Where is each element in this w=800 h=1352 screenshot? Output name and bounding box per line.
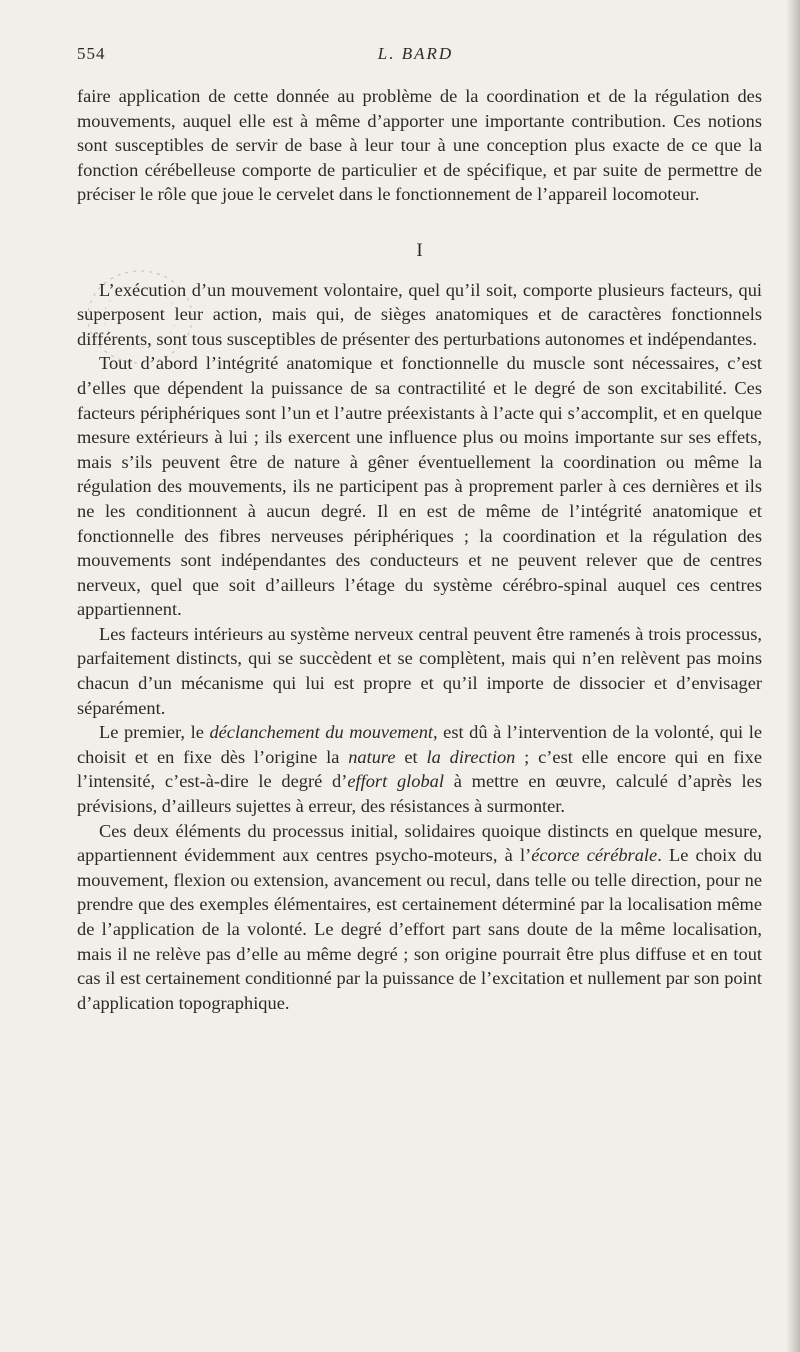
paragraph: L’exécution d’un mouvement volontaire, quel qu’il soit, comporte plusieurs facteurs, qui superposent leur action, mais qui, de sièges anatomiques et de caractères fonctionnels différents, sont tous susceptibles de présenter des perturbations autonomes et indépendantes. xyxy=(77,279,762,349)
paragraph xyxy=(77,720,762,818)
emphasis: nature xyxy=(348,746,396,767)
section-heading: I xyxy=(416,239,423,261)
text-run: , est dû à l’intervention de la volonté, qui le choisit et en fixe dès l’origine la xyxy=(77,722,762,767)
text-run: Ces deux éléments du processus initial, solidaires quoique distincts en quelque mesure, appartiennent évidemment aux centres psycho-moteurs, à l’ xyxy=(77,820,762,866)
paragraph: Les facteurs intérieurs au système nerveux central peuvent être ramenés à trois processus, parfaitement distincts, qui se succèdent et se complètent, mais qui n’en relèvent pas moins chacun d’un mécanisme qui lui est propre et qu’il importe de dissocier et d’envisager séparément. xyxy=(77,623,762,718)
body-text xyxy=(77,84,762,1015)
text-run: à mettre en œuvre, calculé d’après les prévisions, d’ailleurs sujettes à erreur, des résistances à surmonter. xyxy=(77,771,762,817)
paragraph: Tout d’abord l’intégrité anatomique et fonctionnelle du muscle sont nécessaires, c’est d’elles que dépendent la puissance de sa contractilité et le degré de son excitabilité. Ces facteurs périphériques sont l’un et l’autre préexistants à l’acte qui s’accomplit, et en quelque mesure extérieurs à lui ; ils exercent une influence plus ou moins importante sur ses effets, mais s’ils peuvent être de nature à gêner éventuellement la coordination ou même la régulation des mouvements, ils ne participent pas à proprement parler à ces dernières et ils ne les conditionnent à aucun degré. Il en est de même de l’intégrité anatomique et fonctionnelle des fibres nerveuses périphériques ; la coordination et la régulation des mouvements sont indépendantes des conducteurs et ne peuvent relever que de centres nerveux, quel que soit d’ailleurs l’étage du système cérébro-spinal auquel ces centres appartiennent. xyxy=(77,353,762,620)
text-run: et xyxy=(395,746,427,767)
page-header xyxy=(77,44,754,68)
emphasis: déclanchement du mouvement xyxy=(209,722,434,743)
emphasis: écorce cérébrale xyxy=(531,845,658,866)
emphasis: effort global xyxy=(347,771,444,792)
text-run: Le premier, le xyxy=(99,722,210,743)
text-run: . Le choix du mouvement, flexion ou extension, avancement ou recul, dans telle ou telle direction, pour ne prendre que des exemples élémentaires, est certainement déterminé par la localisation même de l’application de la volonté. Le degré d’effort part sans doute de la même localisation, mais il ne relève pas d’elle au même degré ; son origine pourrait être plus diffuse et en tout cas il est certainement conditionné par la puissance de l’excitation et nullement par son point d’application topographique. xyxy=(77,845,762,1013)
running-head: L. BARD xyxy=(377,44,454,63)
paragraph: faire application de cette donnée au problème de la coordination et de la régulation des mouvements, auquel elle est à même d’apporter une importante contribution. Ces notions sont susceptibles de servir de base à leur tour à une conception plus exacte de ce que la fonction cérébelleuse comporte de particulier et de spécifique, et par suite de permettre de préciser le rôle que joue le cervelet dans le fonctionnement de l’appareil locomoteur. xyxy=(77,86,762,205)
page-number: 554 xyxy=(77,44,106,63)
text-run: ; c’est elle encore qui en fixe l’intensité, c’est-à-dire le degré d’ xyxy=(77,746,762,792)
emphasis: la direction xyxy=(426,746,516,767)
paragraph xyxy=(77,819,762,1016)
page-edge-shadow xyxy=(786,0,800,1352)
